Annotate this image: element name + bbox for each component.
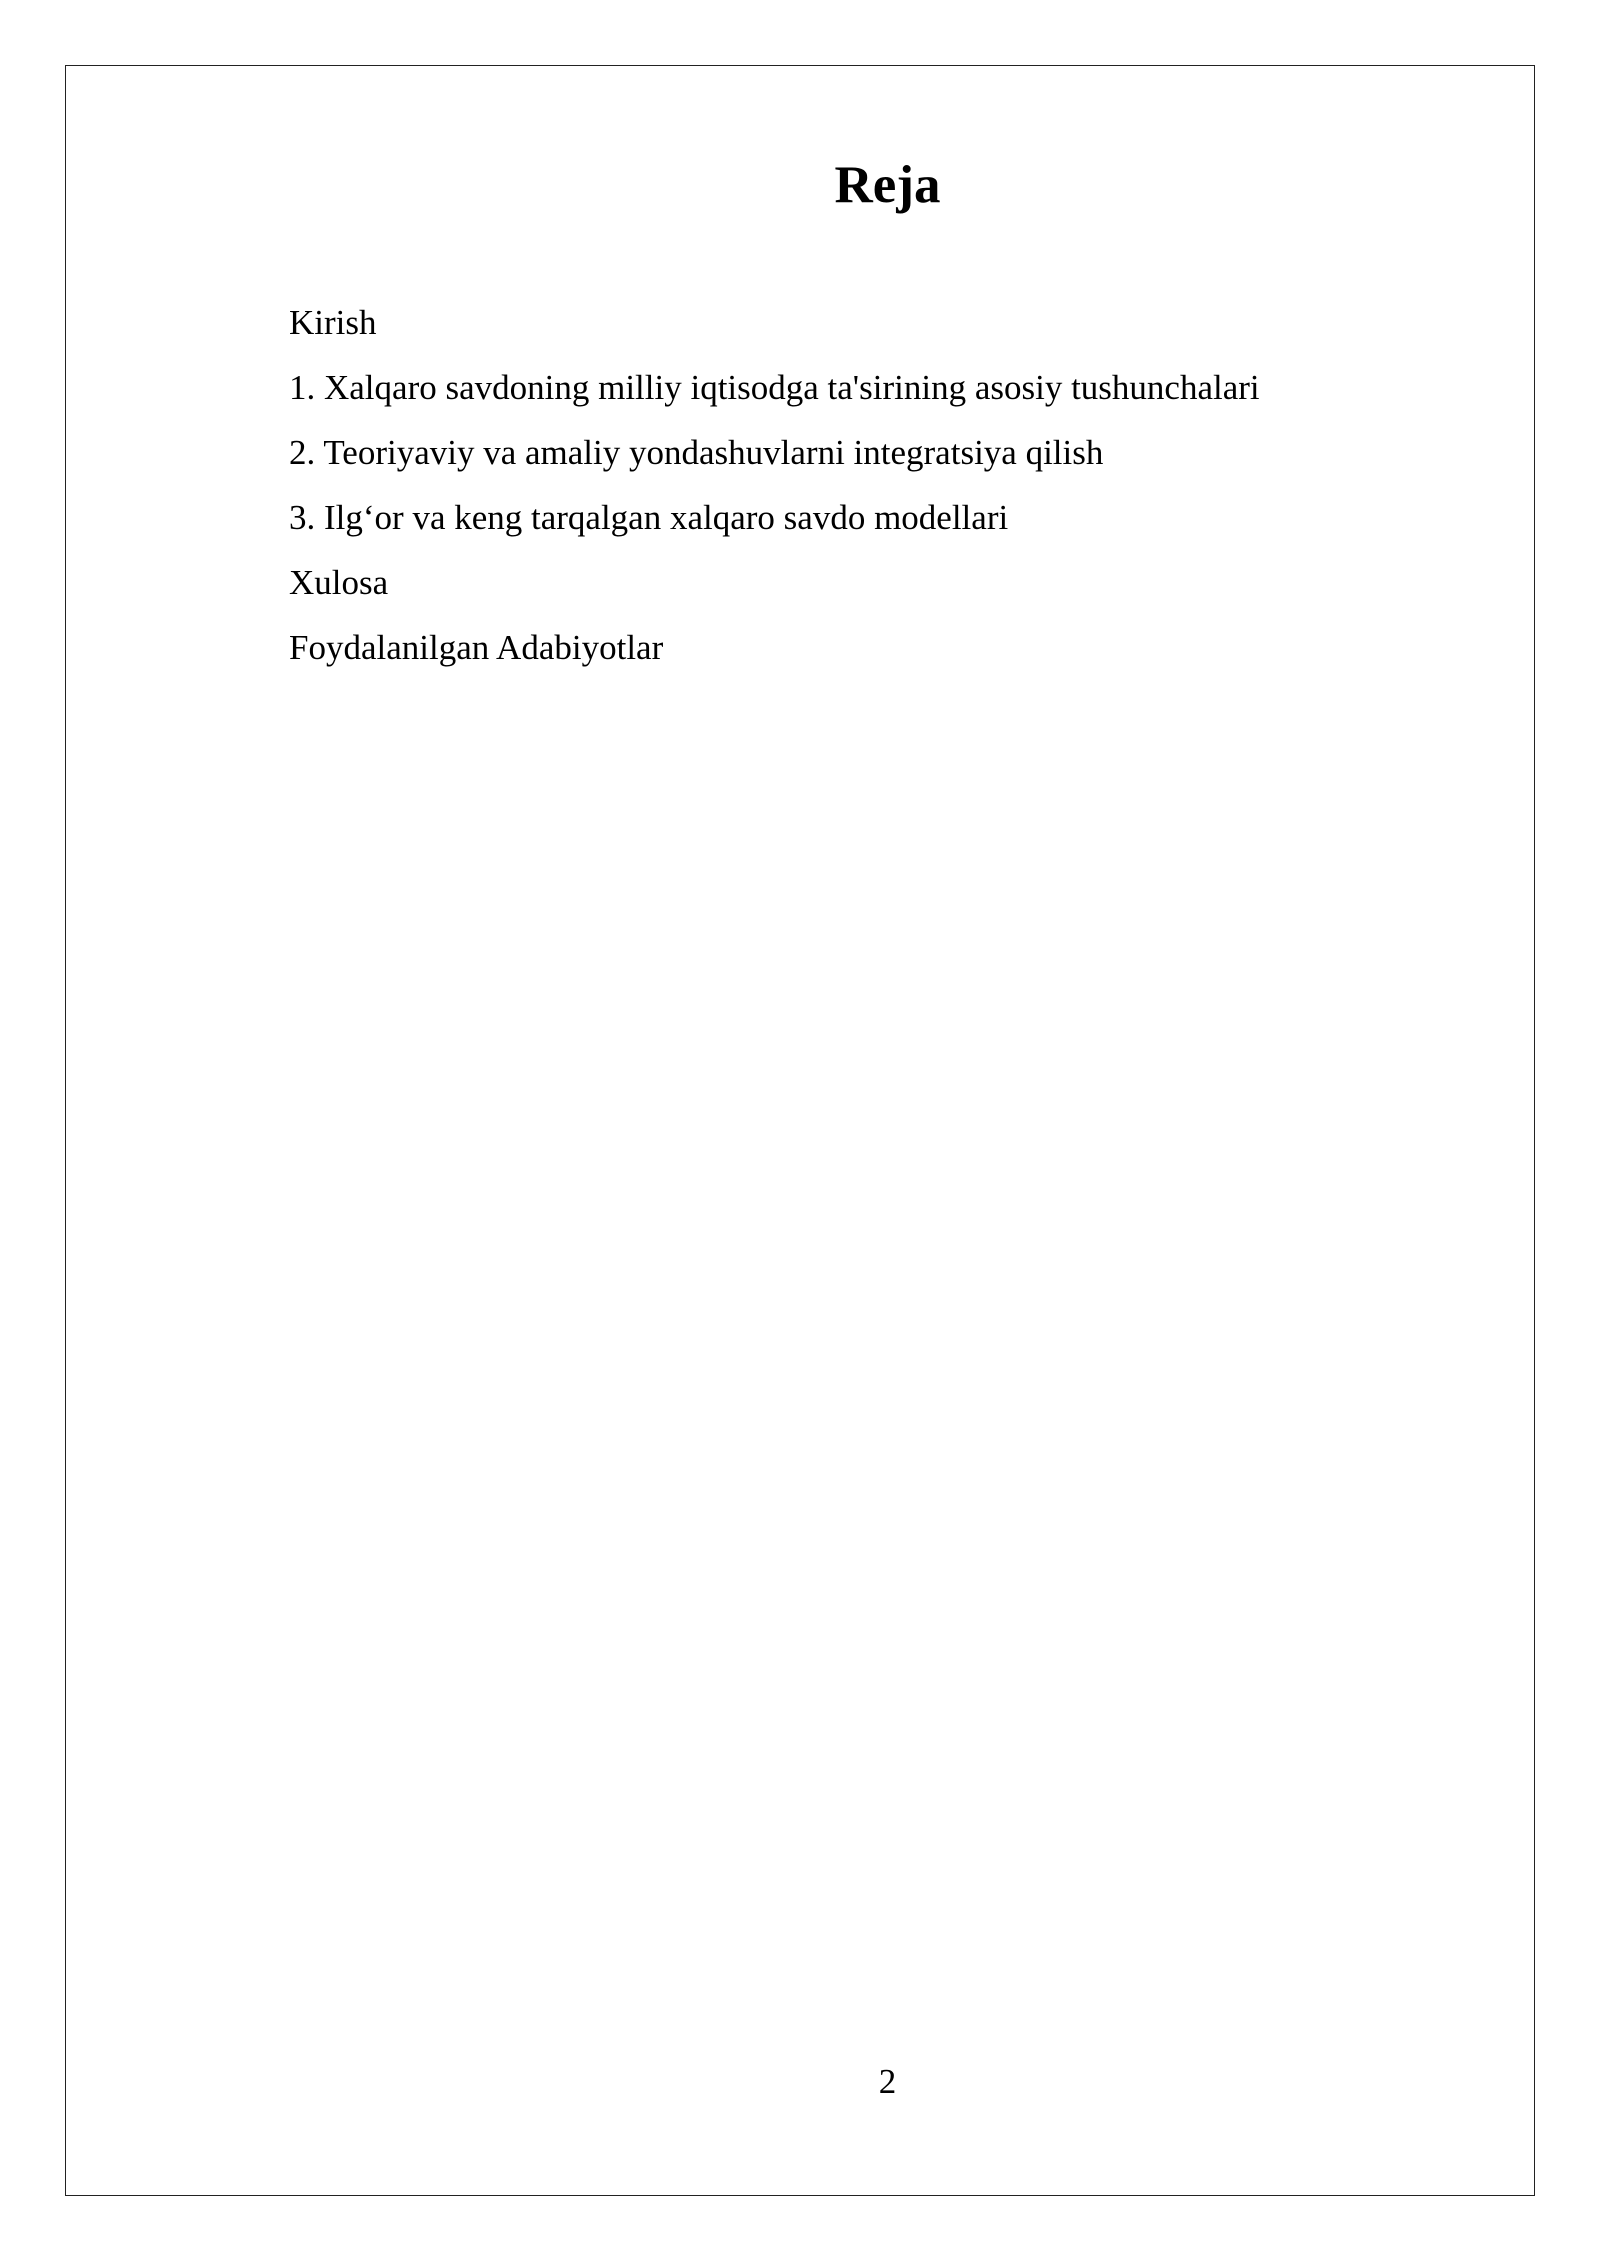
- page-number: 2: [878, 2062, 897, 2101]
- toc-item-kirish: Kirish: [289, 303, 377, 342]
- toc-item-2: 2. Teoriyaviy va amaliy yondashuvlarni integratsiya qilish: [289, 433, 1104, 472]
- page-title: Reja: [834, 156, 941, 214]
- table-of-contents: [289, 290, 1260, 680]
- toc-item-3: 3. Ilg‘or va keng tarqalgan xalqaro savdo modellari: [289, 498, 1009, 537]
- toc-item-adabiyotlar: Foydalanilgan Adabiyotlar: [289, 628, 664, 667]
- toc-item-xulosa: Xulosa: [289, 563, 389, 602]
- toc-item-1: 1. Xalqaro savdoning milliy iqtisodga ta'sirining asosiy tushunchalari: [289, 368, 1260, 407]
